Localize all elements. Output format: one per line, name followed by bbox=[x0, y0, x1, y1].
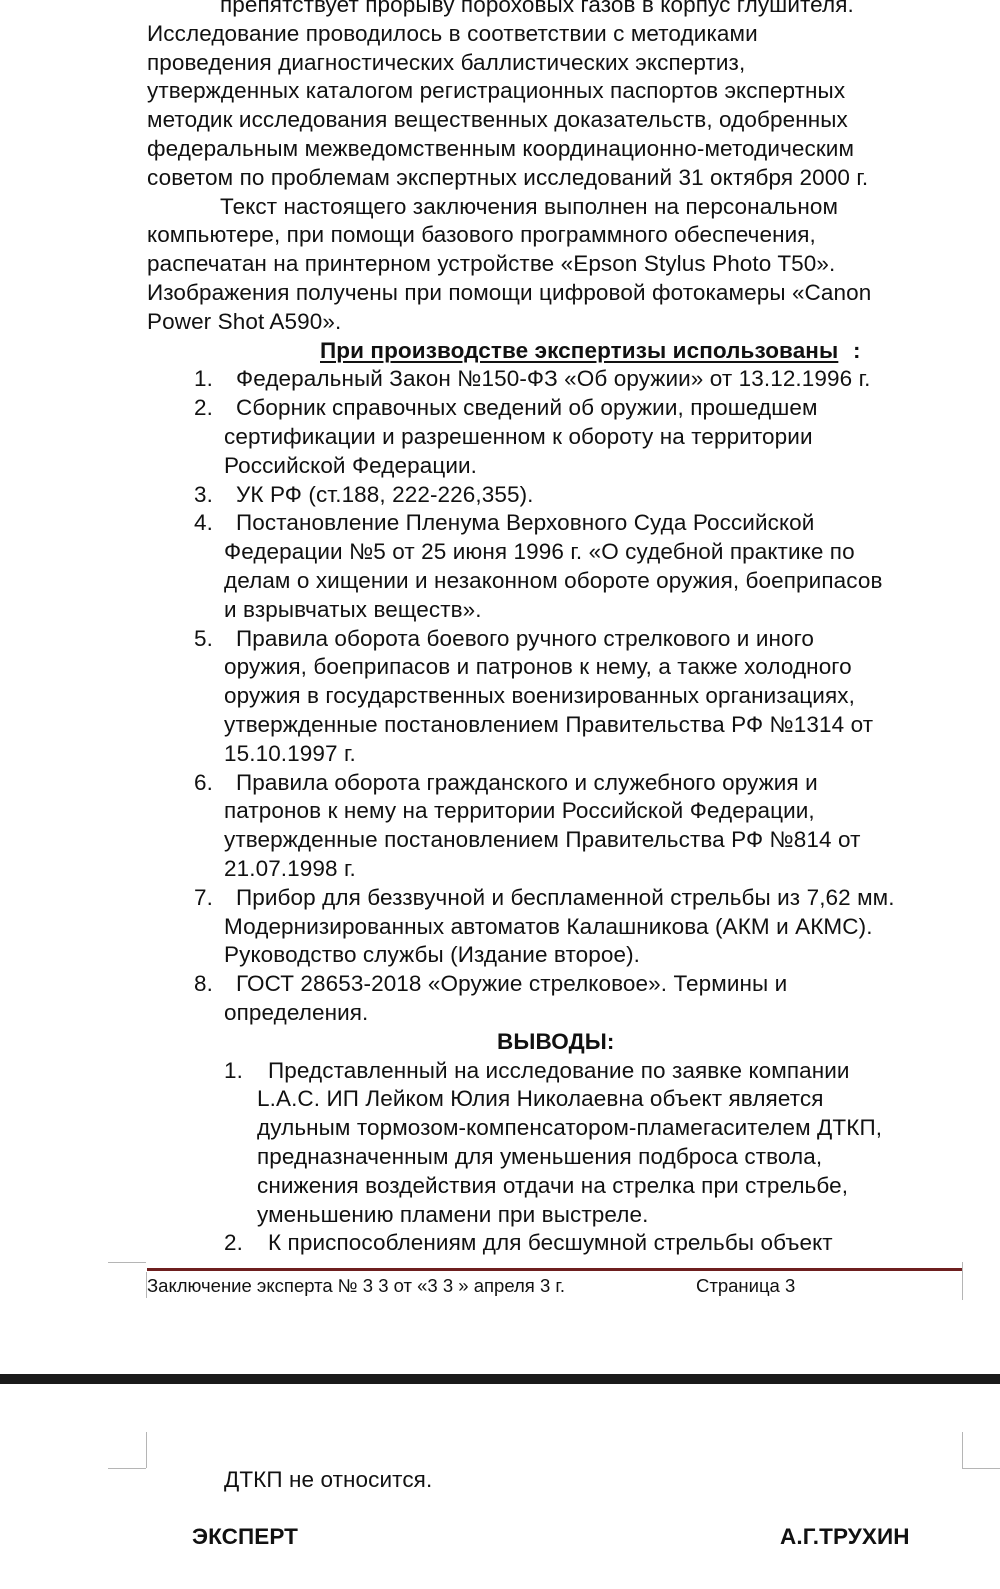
list-item-number: 3. bbox=[194, 481, 213, 507]
paragraph-line: распечатан на принтерном устройстве «Epson Stylus Photo T50». bbox=[147, 251, 836, 277]
conclusion-item: уменьшению пламени при выстреле. bbox=[257, 1201, 649, 1227]
conclusion-number: 2. bbox=[224, 1230, 243, 1256]
list-item: Федерации №5 от 25 июня 1996 г. «О судебной практике по bbox=[224, 539, 855, 565]
list-item: Постановление Пленума Верховного Суда Российской bbox=[236, 510, 815, 536]
list-item: УК РФ (ст.188, 222-226,355). bbox=[236, 481, 534, 507]
conclusions-heading: ВЫВОДЫ: bbox=[497, 1028, 615, 1054]
paragraph-line: компьютере, при помощи базового программного обеспечения, bbox=[147, 222, 816, 248]
paragraph-line: Power Shot A590». bbox=[147, 308, 342, 334]
paragraph-line: Исследование проводилось в соответствии с методиками bbox=[147, 20, 758, 46]
signature-label: ЭКСПЕРТ bbox=[192, 1524, 299, 1549]
list-item-number: 6. bbox=[194, 769, 213, 795]
list-item: оружия, боеприпасов и патронов к нему, а также холодного bbox=[224, 654, 852, 680]
footer-document-reference: Заключение эксперта № 3 3 от «3 3 » апреля 3 г. bbox=[147, 1275, 566, 1296]
list-item: определения. bbox=[224, 1000, 369, 1025]
conclusion-item: К приспособлениям для бесшумной стрельбы объект bbox=[268, 1230, 833, 1256]
list-item: Прибор для беззвучной и беспламенной стрельбы из 7,62 мм. bbox=[236, 884, 895, 910]
page-corner-mark bbox=[962, 1468, 1000, 1469]
list-item: утвержденные постановлением Правительства РФ №814 от bbox=[224, 827, 861, 853]
list-item: ГОСТ 28653-2018 «Оружие стрелковое». Термины и bbox=[236, 971, 788, 997]
list-item: делам о хищении и незаконном обороте оружия, боеприпасов bbox=[224, 568, 883, 593]
page-corner-mark bbox=[962, 1432, 963, 1468]
paragraph-line: методик исследования вещественных доказательств, одобренных bbox=[147, 107, 848, 133]
page-corner-mark bbox=[108, 1468, 146, 1469]
list-item-number: 7. bbox=[194, 884, 213, 910]
conclusion-item: Представленный на исследование по заявке компании bbox=[268, 1057, 850, 1083]
list-item: Модернизированных автоматов Калашникова (АКМ и АКМС). bbox=[224, 913, 873, 939]
list-item-number: 5. bbox=[194, 625, 213, 651]
list-item: и взрывчатых веществ». bbox=[224, 596, 482, 622]
list-item-number: 4. bbox=[194, 510, 213, 536]
conclusion-item: снижения воздействия отдачи на стрелка при стрельбе, bbox=[257, 1172, 849, 1198]
list-item: оружия в государственных военизированных организациях, bbox=[224, 683, 855, 709]
conclusion-item: предназначенным для уменьшения подброса ствола, bbox=[257, 1144, 823, 1169]
paragraph-line: утвержденных каталогом регистрационных паспортов экспертных bbox=[147, 78, 846, 104]
paragraph-line: Изображения получены при помощи цифровой фотокамеры «Canon bbox=[147, 280, 872, 305]
list-item: Сборник справочных сведений об оружии, прошедшем bbox=[236, 395, 818, 421]
footer-page-number: Страница 3 bbox=[696, 1275, 796, 1296]
page-break bbox=[0, 1374, 1000, 1384]
paragraph-line: Текст настоящего заключения выполнен на персональном bbox=[220, 193, 839, 219]
paragraph-line: федеральным межведомственным координационно-методическим bbox=[147, 136, 855, 161]
list-item: Правила оборота боевого ручного стрелкового и иного bbox=[236, 625, 815, 651]
list-item-number: 8. bbox=[194, 971, 213, 997]
signature-name: А.Г.ТРУХИН bbox=[780, 1524, 910, 1549]
paragraph-line: проведения диагностических баллистических экспертиз, bbox=[147, 49, 746, 75]
list-item: 21.07.1998 г. bbox=[224, 856, 356, 881]
page-corner-mark bbox=[108, 1262, 146, 1263]
page-corner-mark bbox=[146, 1432, 147, 1468]
list-item-number: 2. bbox=[194, 395, 213, 421]
sources-heading-colon: : bbox=[853, 337, 861, 363]
list-item: Российской Федерации. bbox=[224, 452, 478, 478]
list-item: сертификации и разрешенном к обороту на территории bbox=[224, 424, 813, 449]
conclusion-number: 1. bbox=[224, 1057, 243, 1083]
paragraph-line: советом по проблемам экспертных исследований 31 октября 2000 г. bbox=[147, 164, 869, 190]
conclusion-item: L.A.C. ИП Лейком Юлия Николаевна объект является bbox=[257, 1086, 824, 1112]
list-item: 15.10.1997 г. bbox=[224, 740, 356, 766]
paragraph-line: препятствует прорыву пороховых газов в корпус глушителя. bbox=[220, 0, 854, 17]
continuation-text: ДТКП не относится. bbox=[224, 1467, 433, 1492]
page-corner-mark bbox=[962, 1262, 963, 1300]
list-item: Руководство службы (Издание второе). bbox=[224, 942, 641, 968]
conclusion-item: дульным тормозом-компенсатором-пламегасителем ДТКП, bbox=[257, 1115, 883, 1141]
list-item: Правила оборота гражданского и служебного оружия и bbox=[236, 769, 818, 795]
footer-rule bbox=[147, 1268, 962, 1271]
list-item: Федеральный Закон №150-ФЗ «Об оружии» от 13.12.1996 г. bbox=[236, 366, 871, 392]
list-item-number: 1. bbox=[194, 366, 213, 392]
list-item: утвержденные постановлением Правительства РФ №1314 от bbox=[224, 712, 874, 737]
list-item: патронов к нему на территории Российской Федерации, bbox=[224, 798, 815, 824]
sources-heading: При производстве экспертизы использованы bbox=[320, 337, 839, 363]
